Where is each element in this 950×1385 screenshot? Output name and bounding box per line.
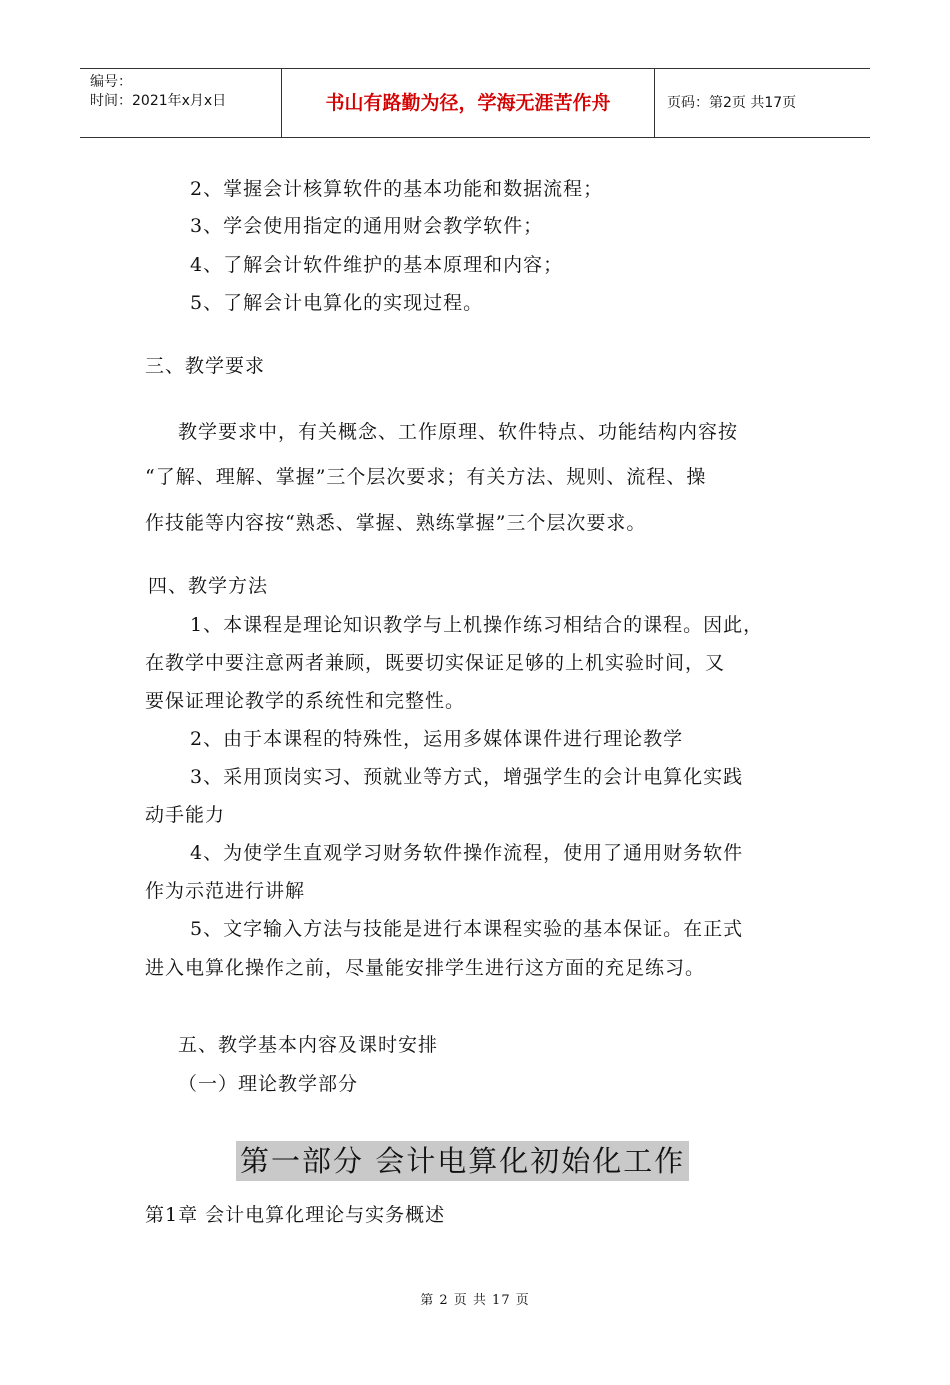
header-motto: 书山有路勤为径，学海无涯苦作舟 bbox=[282, 69, 655, 137]
time-label: 时间：2021年x月x日 bbox=[90, 93, 227, 109]
section3-title: 三、教学要求 bbox=[145, 355, 266, 377]
section4-title: 四、教学方法 bbox=[148, 575, 269, 597]
section4-line-2: 在教学中要注意两者兼顾，既要切实保证足够的上机实验时间，又 bbox=[145, 652, 726, 674]
section5-title: 五、教学基本内容及课时安排 bbox=[178, 1034, 439, 1056]
section4-line-8: 作为示范进行讲解 bbox=[145, 880, 306, 902]
section5-subtitle: （一）理论教学部分 bbox=[178, 1073, 359, 1095]
part-banner: 第一部分 会计电算化初始化工作 bbox=[236, 1141, 689, 1181]
objective-item-5: 5、了解会计电算化的实现过程。 bbox=[190, 292, 484, 314]
section4-line-5: 3、采用顶岗实习、预就业等方式，增强学生的会计电算化实践 bbox=[190, 766, 744, 788]
section3-line-2: “了解、理解、掌握”三个层次要求；有关方法、规则、流程、操 bbox=[145, 466, 707, 488]
objective-item-4: 4、了解会计软件维护的基本原理和内容； bbox=[190, 254, 564, 276]
section4-line-4: 2、由于本课程的特殊性，运用多媒体课件进行理论教学 bbox=[190, 728, 684, 750]
page-header bbox=[80, 68, 870, 138]
section4-line-9: 5、文字输入方法与技能是进行本课程实验的基本保证。在正式 bbox=[190, 918, 744, 940]
section3-line-3: 作技能等内容按“熟悉、掌握、熟练掌握”三个层次要求。 bbox=[145, 512, 647, 534]
chapter-1-heading: 第1章 会计电算化理论与实务概述 bbox=[145, 1204, 446, 1226]
objective-item-3: 3、学会使用指定的通用财会教学软件； bbox=[190, 215, 544, 237]
page-footer: 第 2 页 共 17 页 bbox=[420, 1293, 530, 1308]
objective-item-2: 2、掌握会计核算软件的基本功能和数据流程； bbox=[190, 178, 604, 200]
header-meta-cell bbox=[80, 69, 282, 137]
section3-line-1: 教学要求中，有关概念、工作原理、软件特点、功能结构内容按 bbox=[178, 421, 739, 443]
section4-line-10: 进入电算化操作之前，尽量能安排学生进行这方面的充足练习。 bbox=[145, 957, 706, 979]
section4-line-7: 4、为使学生直观学习财务软件操作流程，使用了通用财务软件 bbox=[190, 842, 744, 864]
section4-line-3: 要保证理论教学的系统性和完整性。 bbox=[145, 690, 466, 712]
section4-line-1: 1、本课程是理论知识教学与上机操作练习相结合的课程。因此， bbox=[190, 614, 764, 636]
section4-line-6: 动手能力 bbox=[145, 804, 226, 826]
serial-label: 编号： bbox=[90, 74, 132, 90]
header-page-label: 页码：第2页 共17页 bbox=[667, 95, 797, 111]
